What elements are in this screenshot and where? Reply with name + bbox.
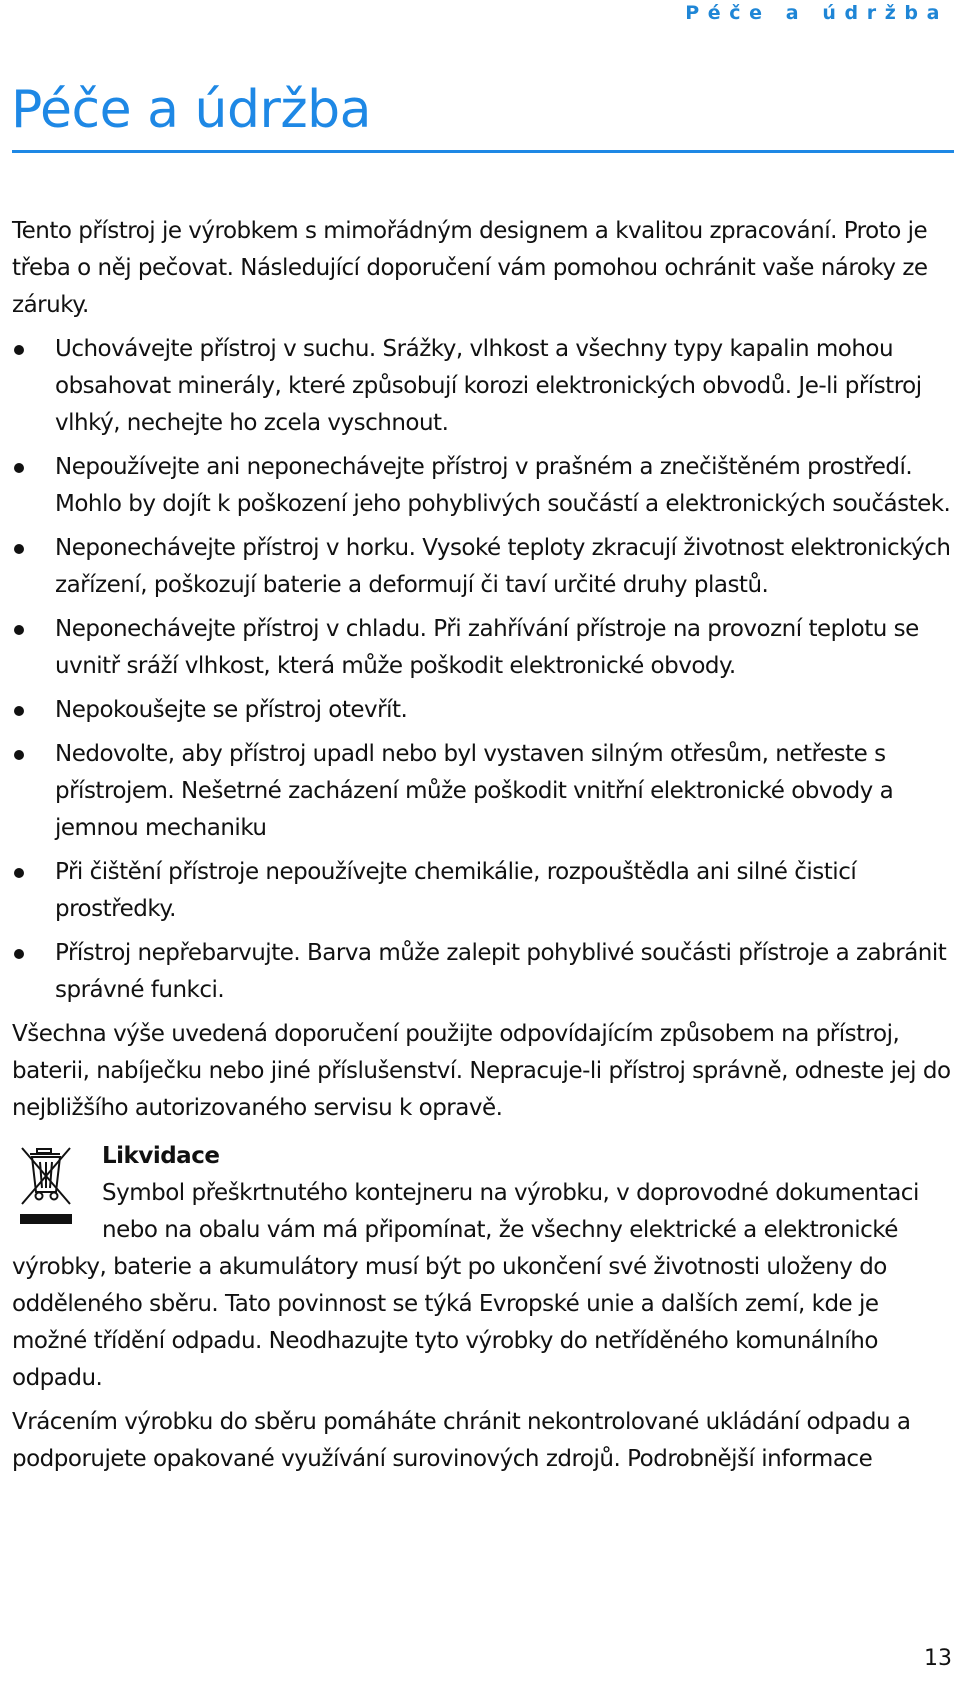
disposal-heading: Likvidace — [102, 1143, 220, 1169]
list-item-text: Uchovávejte přístroj v suchu. Srážky, vlhkost a všechny typy kapalin mohou obsahovat minerály, které způsobují korozi elektronických obvodů. Je-li přístroj vlhký, nechejte ho zcela vyschnout. — [55, 336, 922, 436]
bullet-icon — [14, 463, 24, 473]
page-title: Péče a údržba — [11, 80, 372, 140]
list-item-text: Nepokoušejte se přístroj otevřít. — [55, 697, 408, 723]
list-item — [12, 692, 956, 729]
list-item — [12, 854, 956, 928]
disposal-section — [12, 1138, 956, 1478]
list-item — [12, 935, 956, 1009]
care-list — [12, 331, 956, 1009]
bullet-icon — [14, 625, 24, 635]
disposal-paragraph: Symbol přeškrtnutého kontejneru na výrobku, v doprovodné dokumentaci nebo na obalu vám má připomínat, že všechny elektrické a elektronické výrobky, baterie a akumulátory musí být po ukončení své životnosti uloženy do odděleného sběru. Tato povinnost se týká Evropské unie a dalších zemí, kde je možné třídění odpadu. Neodhazujte tyto výrobky do netříděného komunálního odpadu. — [12, 1180, 919, 1391]
bullet-icon — [14, 868, 24, 878]
list-item-text: Nepoužívejte ani neponechávejte přístroj v prašném a znečištěném prostředí. Mohlo by dojít k poškození jeho pohyblivých součástí a elektronických součástek. — [55, 454, 951, 517]
list-item — [12, 449, 956, 523]
list-item — [12, 736, 956, 847]
list-item-text: Nedovolte, aby přístroj upadl nebo byl vystaven silným otřesům, netřeste s přístrojem. Nešetrné zacházení může poškodit vnitřní elektronické obvody a jemnou mechaniku — [55, 741, 894, 841]
closing-paragraph: Všechna výše uvedená doporučení použijte odpovídajícím způsobem na přístroj, baterii, nabíječku nebo jiné příslušenství. Nepracuje-li přístroj správně, odneste jej do nejbližšího autorizovaného servisu k opravě. — [12, 1021, 951, 1121]
disposal-paragraph-2: Vrácením výrobku do sběru pomáháte chránit nekontrolované ukládání odpadu a podporujete opakované využívání surovinových zdrojů. Podrobnější informace — [12, 1409, 911, 1472]
bullet-icon — [14, 949, 24, 959]
list-item — [12, 331, 956, 442]
list-item-text: Neponechávejte přístroj v horku. Vysoké teploty zkracují životnost elektronických zařízení, poškozují baterie a deformují či taví určité druhy plastů. — [55, 535, 951, 598]
list-item — [12, 530, 956, 604]
list-item — [12, 611, 956, 685]
running-header: Péče a údržba — [685, 2, 948, 24]
bullet-icon — [14, 345, 24, 355]
list-item-text: Neponechávejte přístroj v chladu. Při zahřívání přístroje na provozní teplotu se uvnitř sráží vlhkost, která může poškodit elektronické obvody. — [55, 616, 919, 679]
main-content — [12, 213, 956, 1478]
bullet-icon — [14, 544, 24, 554]
page-number: 13 — [924, 1646, 952, 1671]
list-item-text: Přístroj nepřebarvujte. Barva může zalepit pohyblivé součásti přístroje a zabránit správné funkci. — [55, 940, 947, 1003]
crossed-out-wheeled-bin-icon — [18, 1144, 74, 1234]
title-divider — [12, 150, 954, 153]
bullet-icon — [14, 750, 24, 760]
list-item-text: Při čištění přístroje nepoužívejte chemikálie, rozpouštědla ani silné čisticí prostředky. — [55, 859, 857, 922]
bullet-icon — [14, 706, 24, 716]
intro-paragraph: Tento přístroj je výrobkem s mimořádným designem a kvalitou zpracování. Proto je třeba o něj pečovat. Následující doporučení vám pomohou ochránit vaše nároky ze záruky. — [12, 218, 928, 318]
